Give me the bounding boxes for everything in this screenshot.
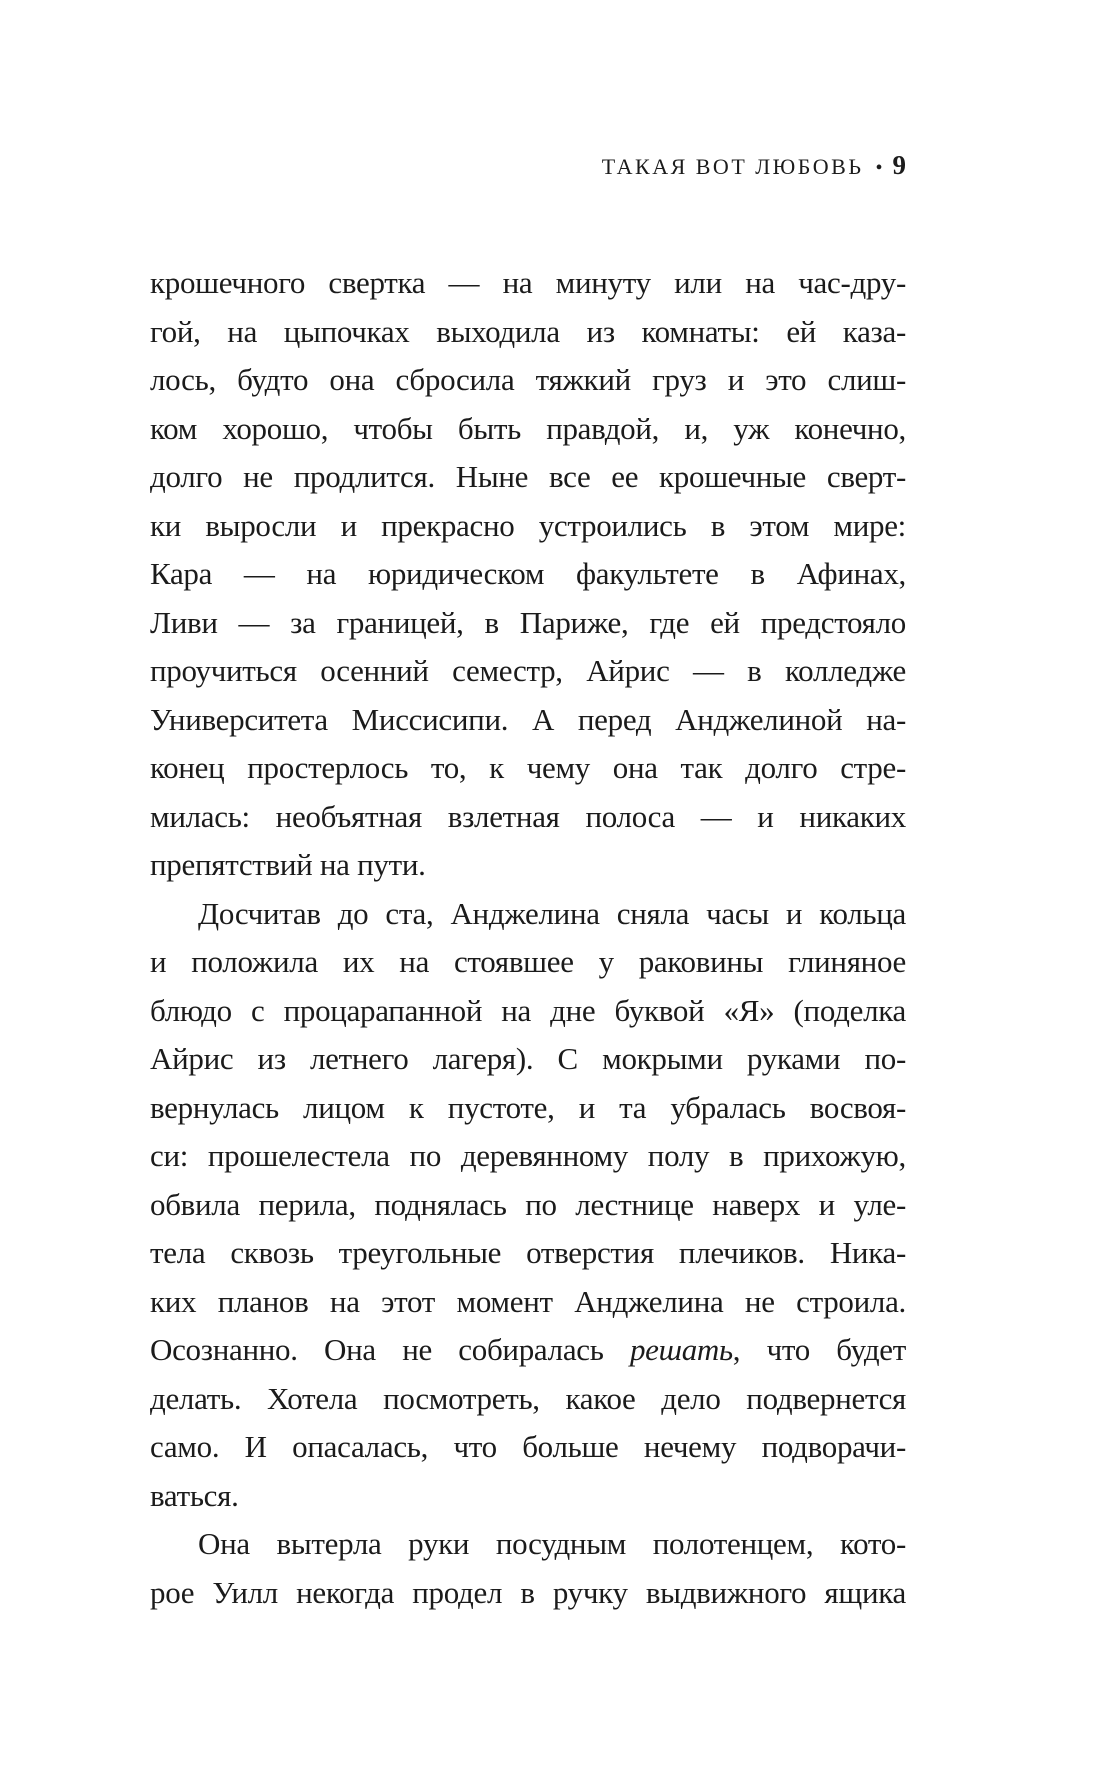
- text-line: проучиться осенний семестр, Айрис — в колледже: [150, 653, 906, 688]
- text-line: ком хорошо, чтобы быть правдой, и, уж конечно,: [150, 410, 906, 446]
- text-line-with-emphasis: [150, 1326, 906, 1375]
- running-title: ТАКАЯ ВОТ ЛЮБОВЬ: [601, 154, 864, 179]
- text-line: милась: необъятная взлетная полоса — и никаких: [150, 798, 906, 834]
- text-line-paragraph-start: Досчитав до ста, Анджелина сняла часы и кольца: [198, 895, 906, 931]
- text-line: и положила их на стоявшее у раковины глиняное: [150, 944, 906, 979]
- text-segment: Осознанно. Она не собиралась: [150, 1332, 630, 1367]
- text-line-paragraph-start: Она вытерла руки посудным полотенцем, кото-: [198, 1526, 906, 1561]
- emphasized-word: решать: [629, 1332, 733, 1367]
- text-line: само. И опасалась, что больше нечему подворачи-: [150, 1429, 906, 1464]
- text-line: Айрис из летнего лагеря). С мокрыми руками по-: [150, 1041, 906, 1076]
- text-line: си: прошелестела по деревянному полу в прихожую,: [150, 1138, 906, 1173]
- text-line: Университета Миссисипи. А перед Анджелиной на-: [150, 701, 906, 737]
- text-line: ки выросли и прекрасно устроились в этом мире:: [150, 507, 906, 543]
- text-line: долго не продлится. Ныне все ее крошечные сверт-: [150, 459, 906, 494]
- text-line: блюдо с процарапанной на дне буквой «Я» (поделка: [150, 992, 906, 1028]
- text-line: ких планов на этот момент Анджелина не строила.: [150, 1283, 906, 1319]
- text-block: [150, 259, 906, 1617]
- text-line: Кара — на юридическом факультете в Афинах,: [150, 556, 906, 591]
- text-line: тела сквозь треугольные отверстия плечиков. Ника-: [150, 1235, 906, 1270]
- text-line: лось, будто она сбросила тяжкий груз и это слиш-: [150, 362, 906, 397]
- page-number: 9: [892, 150, 906, 180]
- page-header: [150, 150, 906, 181]
- header-separator-dot: •: [875, 157, 883, 179]
- text-line: конец простерлось то, к чему она так долго стре-: [150, 750, 906, 785]
- text-line: Ливи — за границей, в Париже, где ей предстояло: [150, 604, 906, 640]
- text-line: гой, на цыпочках выходила из комнаты: ей каза-: [150, 313, 906, 349]
- text-line: обвила перила, поднялась по лестнице наверх и уле-: [150, 1186, 906, 1222]
- text-line: вернулась лицом к пустоте, и та убралась восвоя-: [150, 1089, 906, 1125]
- text-line: крошечного свертка — на минуту или на час-дру-: [150, 265, 906, 300]
- text-segment: , что будет: [732, 1332, 906, 1367]
- text-line-paragraph-end: препятствий на пути.: [150, 847, 426, 882]
- text-line: делать. Хотела посмотреть, какое дело подвернется: [150, 1380, 906, 1416]
- text-line: рое Уилл некогда продел в ручку выдвижного ящика: [150, 1574, 906, 1610]
- text-line-paragraph-end: ваться.: [150, 1477, 239, 1513]
